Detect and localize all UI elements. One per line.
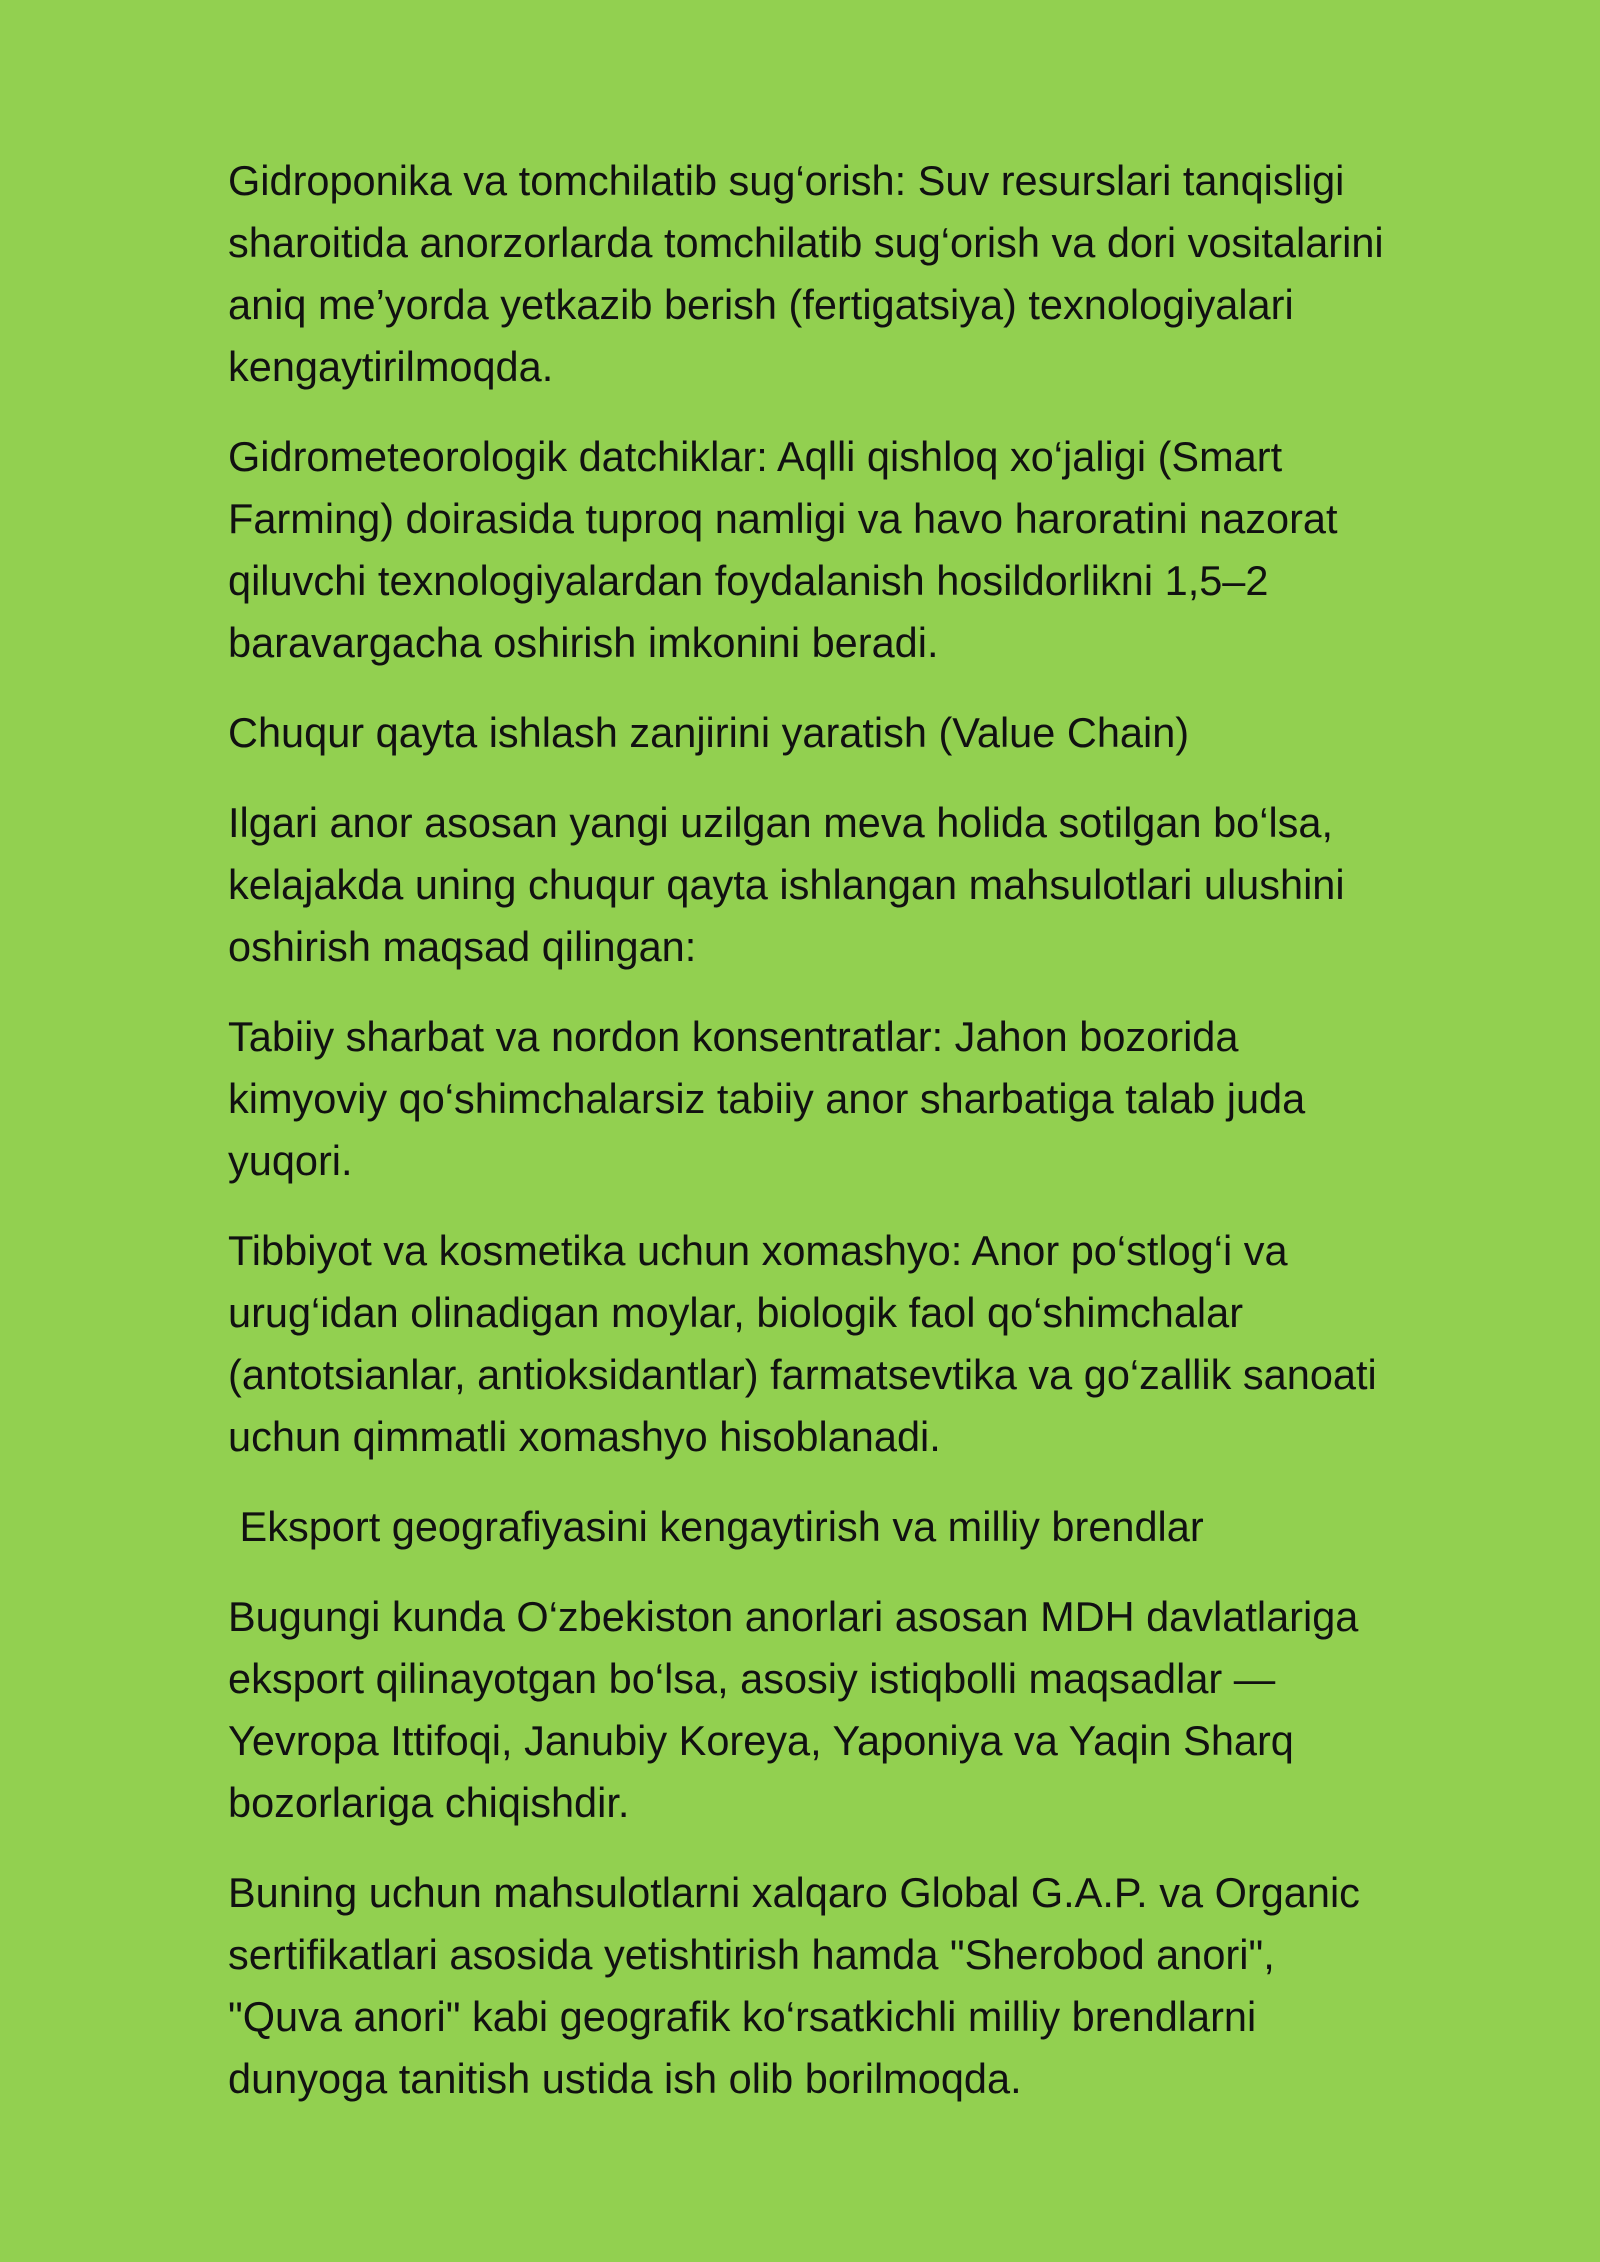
text-line: Tibbiyot va kosmetika uchun xomashyo: Anor po‘stlog‘i va bbox=[228, 1227, 1288, 1274]
text-line: Ilgari anor asosan yangi uzilgan meva holida sotilgan bo‘lsa, bbox=[228, 799, 1334, 846]
paragraph-processing-intro bbox=[228, 792, 1518, 978]
paragraph-export-markets bbox=[228, 1586, 1518, 1834]
text-line: Bugungi kunda O‘zbekiston anorlari asosan MDH davlatlariga bbox=[228, 1593, 1359, 1640]
text-line: Chuqur qayta ishlash zanjirini yaratish (Value Chain) bbox=[228, 709, 1190, 756]
text-line: Tabiiy sharbat va nordon konsentratlar: Jahon bozorida bbox=[228, 1013, 1239, 1060]
heading-export bbox=[228, 1496, 1518, 1558]
paragraph-sensors bbox=[228, 426, 1518, 674]
paragraph-medicine-cosmetics bbox=[228, 1220, 1518, 1468]
text-line: aniq me’yorda yetkazib berish (fertigatsiya) texnologiyalari bbox=[228, 281, 1294, 328]
text-line: yuqori. bbox=[228, 1137, 353, 1184]
paragraph-national-brands bbox=[228, 1862, 1518, 2110]
text-line: sharoitida anorzorlarda tomchilatib sug‘orish va dori vositalarini bbox=[228, 219, 1384, 266]
text-line: Gidroponika va tomchilatib sug‘orish: Suv resurslari tanqisligi bbox=[228, 157, 1345, 204]
text-line: Yevropa Ittifoqi, Janubiy Koreya, Yaponiya va Yaqin Sharq bbox=[228, 1717, 1294, 1764]
text-line: bozorlariga chiqishdir. bbox=[228, 1779, 630, 1826]
paragraph-natural-juice bbox=[228, 1006, 1518, 1192]
text-line: oshirish maqsad qilingan: bbox=[228, 923, 697, 970]
text-line: kelajakda uning chuqur qayta ishlangan mahsulotlari ulushini bbox=[228, 861, 1345, 908]
text-line: kengaytirilmoqda. bbox=[228, 343, 554, 390]
text-line: (antotsianlar, antioksidantlar) farmatsevtika va go‘zallik sanoati bbox=[228, 1351, 1377, 1398]
text-line: urug‘idan olinadigan moylar, biologik faol qo‘shimchalar bbox=[228, 1289, 1244, 1336]
text-line: eksport qilinayotgan bo‘lsa, asosiy istiqbolli maqsadlar — bbox=[228, 1655, 1276, 1702]
text-line: dunyoga tanitish ustida ish olib borilmoqda. bbox=[228, 2055, 1022, 2102]
text-line: baravargacha oshirish imkonini beradi. bbox=[228, 619, 939, 666]
text-line: qiluvchi texnologiyalardan foydalanish hosildorlikni 1,5–2 bbox=[228, 557, 1269, 604]
text-line: Gidrometeorologik datchiklar: Aqlli qishloq xo‘jaligi (Smart bbox=[228, 433, 1283, 480]
text-line: sertifikatlari asosida yetishtirish hamda "Sherobod anori", bbox=[228, 1931, 1275, 1978]
text-line: kimyoviy qo‘shimchalarsiz tabiiy anor sharbatiga talab juda bbox=[228, 1075, 1306, 1122]
text-line: Farming) doirasida tuproq namligi va havo haroratini nazorat bbox=[228, 495, 1338, 542]
paragraph-hydroponics bbox=[228, 150, 1518, 398]
text-line: uchun qimmatli xomashyo hisoblanadi. bbox=[228, 1413, 941, 1460]
text-line: "Quva anori" kabi geografik ko‘rsatkichli milliy brendlarni bbox=[228, 1993, 1257, 2040]
document-body bbox=[228, 150, 1518, 2138]
text-line: Eksport geografiyasini kengaytirish va milliy brendlar bbox=[228, 1503, 1204, 1550]
heading-value-chain bbox=[228, 702, 1518, 764]
text-line: Buning uchun mahsulotlarni xalqaro Global G.A.P. va Organic bbox=[228, 1869, 1360, 1916]
